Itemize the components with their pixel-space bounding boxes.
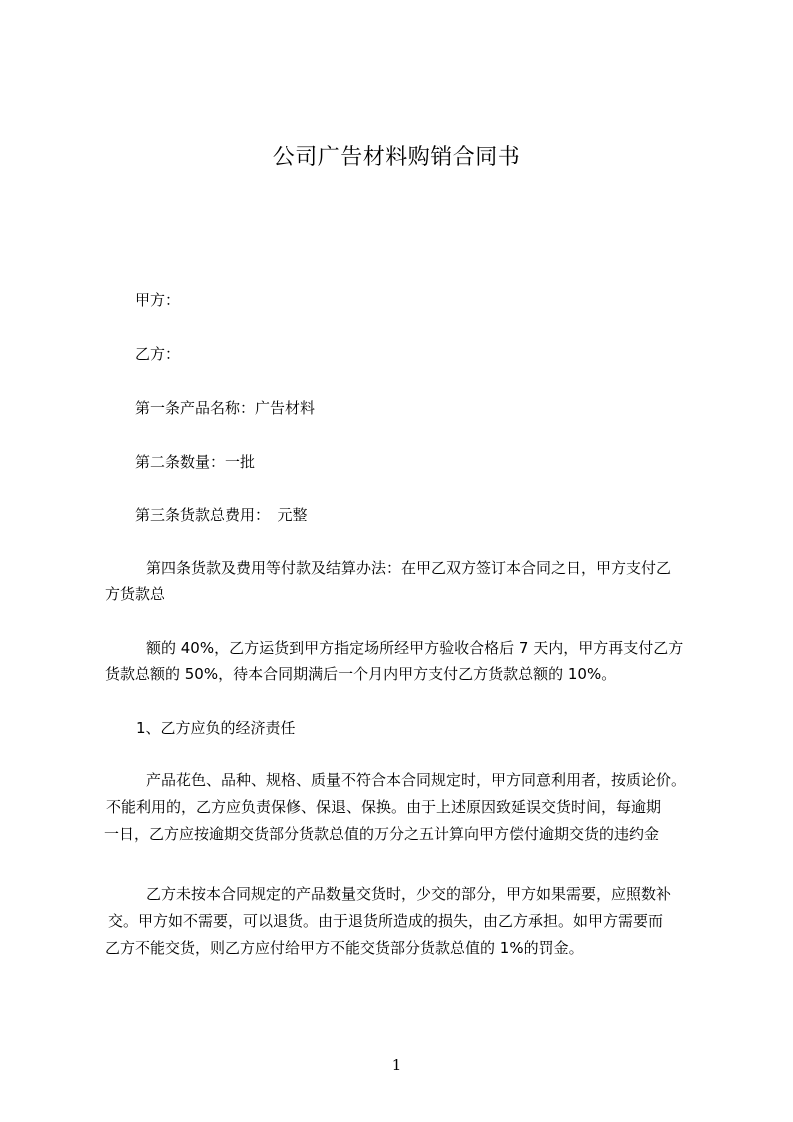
party-b-label: 乙方： <box>135 345 181 363</box>
article-3: 第三条货款总费用： 元整 <box>135 506 308 524</box>
paragraph-1-line-2: 不能利用的，乙方应负责保修、保退、保换。由于上述原因致延误交货时间，每逾期 <box>106 798 662 816</box>
article-4-line-1: 第四条货款及费用等付款及结算办法：在甲乙双方签订本合同之日，甲方支付乙 <box>146 559 672 577</box>
page-number: 1 <box>391 1056 402 1074</box>
paragraph-2-line-1: 乙方未按本合同规定的产品数量交货时，少交的部分，甲方如果需要，应照数补 <box>146 885 672 903</box>
paragraph-1-line-1: 产品花色、品种、规格、质量不符合本合同规定时，甲方同意利用者，按质论价。 <box>146 771 687 789</box>
paragraph-1-line-3: 一日，乙方应按逾期交货部分货款总值的万分之五计算向甲方偿付逾期交货的违约金 <box>104 825 660 843</box>
paragraph-2-line-2: 交。甲方如不需要，可以退货。由于退货所造成的损失，由乙方承担。如甲方需要而 <box>108 912 664 930</box>
party-a-label: 甲方： <box>135 291 181 309</box>
article-1: 第一条产品名称：广告材料 <box>135 399 316 417</box>
section-1-heading: 1、乙方应负的经济责任 <box>136 719 296 737</box>
document-title: 公司广告材料购销合同书 <box>272 145 521 170</box>
paragraph-2-line-3: 乙方不能交货，则乙方应付给甲方不能交货部分货款总值的 1%的罚金。 <box>105 939 584 957</box>
article-4-line-2: 方货款总 <box>105 585 166 603</box>
article-2: 第二条数量：一批 <box>135 453 256 471</box>
article-4-line-4: 货款总额的 50%，待本合同期满后一个月内甲方支付乙方货款总额的 10%。 <box>105 665 617 683</box>
article-4-line-3: 额的 40%，乙方运货到甲方指定场所经甲方验收合格后 7 天内，甲方再支付乙方 <box>146 639 684 657</box>
